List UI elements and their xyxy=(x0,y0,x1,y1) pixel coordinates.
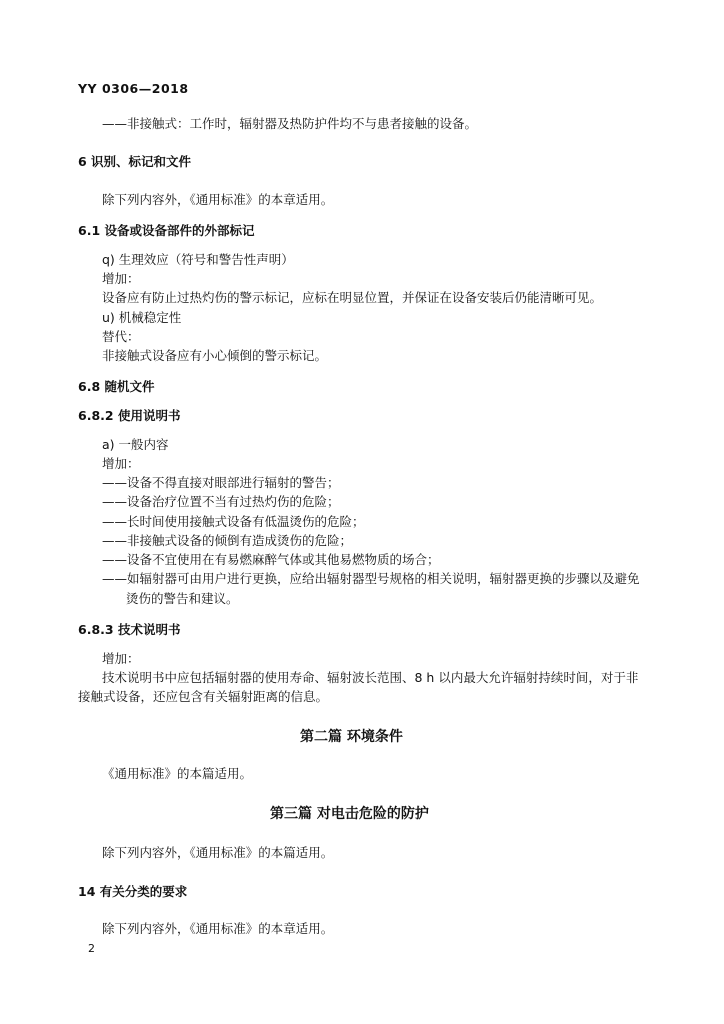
warning-item: ——如辐射器可由用户进行更换，应给出辐射器型号规格的相关说明，辐射器更换的步骤以及避免 xyxy=(102,571,640,586)
section-heading-6-8-2: 6.8.2 使用说明书 xyxy=(78,408,181,423)
paragraph: 除下列内容外，《通用标准》的本篇适用。 xyxy=(102,845,334,860)
section-heading-14: 14 有关分类的要求 xyxy=(78,884,188,899)
warning-item-continued: 烫伤的警告和建议。 xyxy=(126,591,239,606)
paragraph: 《通用标准》的本篇适用。 xyxy=(102,766,253,781)
definition-non-contact: ——非接触式：工作时，辐射器及热防护件均不与患者接触的设备。 xyxy=(102,116,478,131)
warning-item: ——设备治疗位置不当有过热灼伤的危险； xyxy=(102,494,340,509)
warning-item: ——非接触式设备的倾倒有造成烫伤的危险； xyxy=(102,533,353,548)
replacement-label: 替代： xyxy=(102,329,140,344)
section-heading-6-1: 6.1 设备或设备部件的外部标记 xyxy=(78,223,255,238)
addition-label: 增加： xyxy=(102,456,140,471)
list-item-a: a) 一般内容 xyxy=(102,437,169,452)
paragraph: 除下列内容外，《通用标准》的本章适用。 xyxy=(102,192,334,207)
page-number: 2 xyxy=(88,942,95,955)
addition-label: 增加： xyxy=(102,651,140,666)
paragraph: 除下列内容外，《通用标准》的本章适用。 xyxy=(102,921,334,936)
paragraph: 非接触式设备应有小心倾倒的警示标记。 xyxy=(102,348,328,363)
section-heading-6-8: 6.8 随机文件 xyxy=(78,379,155,394)
addition-label: 增加： xyxy=(102,271,140,286)
standard-number: YY 0306—2018 xyxy=(78,81,189,96)
paragraph-continued: 接触式设备，还应包含有关辐射距离的信息。 xyxy=(78,689,329,704)
warning-item: ——长时间使用接触式设备有低温烫伤的危险； xyxy=(102,514,365,529)
section-heading-6-8-3: 6.8.3 技术说明书 xyxy=(78,622,181,637)
paragraph: 技术说明书中应包括辐射器的使用寿命、辐射波长范围、8 h 以内最大允许辐射持续时间，对于非 xyxy=(102,670,639,685)
warning-item: ——设备不得直接对眼部进行辐射的警告； xyxy=(102,475,340,490)
list-item-u: u) 机械稳定性 xyxy=(102,310,182,325)
paragraph: 设备应有防止过热灼伤的警示标记，应标在明显位置，并保证在设备安装后仍能清晰可见。 xyxy=(102,290,603,305)
section-heading-6: 6 识别、标记和文件 xyxy=(78,154,192,169)
part-three-title: 第三篇 对电击危险的防护 xyxy=(270,806,429,822)
list-item-q: q) 生理效应（符号和警告性声明） xyxy=(102,252,294,267)
warning-item: ——设备不宜使用在有易燃麻醉气体或其他易燃物质的场合； xyxy=(102,552,440,567)
part-two-title: 第二篇 环境条件 xyxy=(300,729,403,745)
